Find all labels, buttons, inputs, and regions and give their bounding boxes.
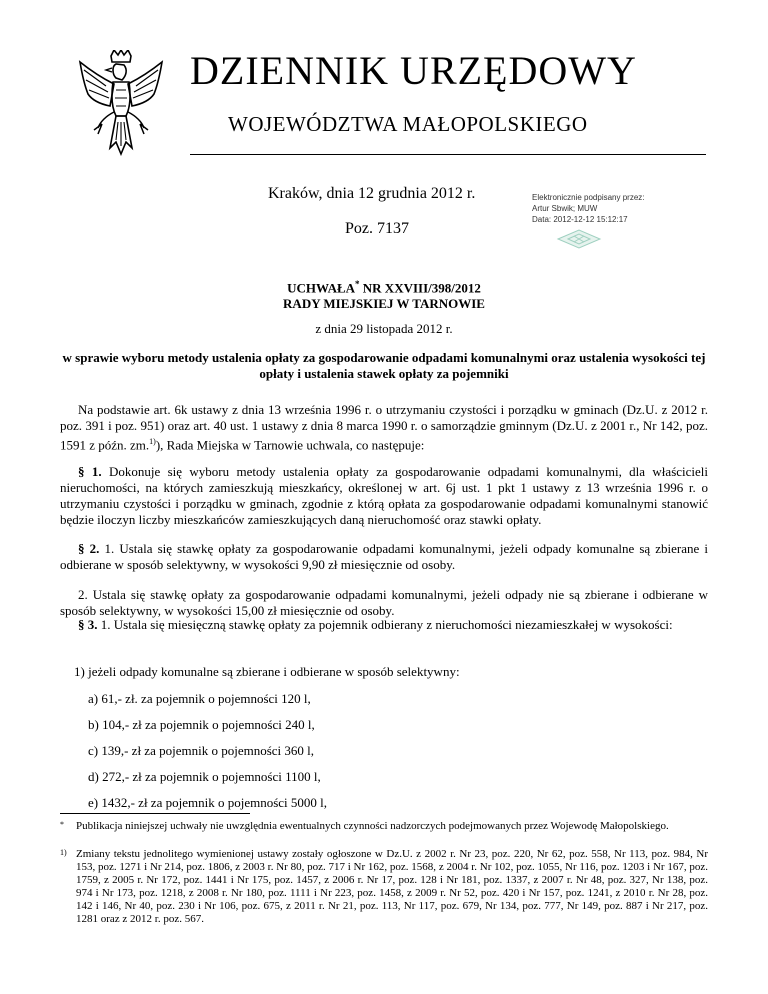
section-3-item-1: 1) jeżeli odpady komunalne są zbierane i odbierane w sposób selektywny:: [74, 664, 460, 679]
section-2-par-2: 2. Ustala się stawkę opłaty za gospodarowanie odpadami komunalnymi, jeżeli odpady nie są zbierane i odbierane w sposób selektywny, w wysokości 15,00 zł miesięcznie od osoby.: [60, 587, 708, 618]
section-1-text: Dokonuje się wyboru metody ustalenia opłaty za gospodarowanie odpadami komunalnymi, dla właścicieli nieruchomości, na których zamieszkują mieszkańcy, określonej w art. 6j ust. 1 pkt 1 ustawy z 13 września 1996 r. o utrzymaniu czystości i porządku w gminach, zgodnie z którą opłata za gospodarowanie odpadami komunalnymi stanowić będzie iloczyn liczby mieszkańców zamieszkujących daną nieruchomość oraz stawki opłaty.: [60, 464, 709, 527]
act-number: [0, 276, 768, 296]
signature-seal-icon: [556, 228, 602, 250]
list-item: d) 272,- zł za pojemnik o pojemności 1100 l,: [88, 769, 321, 784]
section-3-label: § 3.: [78, 617, 98, 632]
footnote-2-text: Zmiany tekstu jednolitego wymienionej ustawy zostały ogłoszone w Dz.U. z 2002 r. Nr 23, poz. 220, Nr 62, poz. 558, Nr 113, poz. 984, Nr 153, poz. 1271 i Nr 214, poz. 1806, z 2003 r. Nr 80, poz. 717 i Nr 162, poz. 1568, z 2004 r. Nr 102, poz. 1055, Nr 116, poz. 1203 i Nr 167, poz. 1759, z 2005 r. Nr 172, poz. 1441 i Nr 175, poz. 1457, z 2006 r. Nr 17, poz. 128 i Nr 181, poz. 1337, z 2007 r. Nr 48, poz. 327, Nr 138, poz. 974 i Nr 173, poz. 1218, z 2008 r. Nr 180, poz. 1111 i Nr 223, poz. 1458, z 2009 r. Nr 52, poz. 420 i Nr 157, poz. 1241, z 2010 r. Nr 28, poz. 142 i 146, Nr 40, poz. 230 i Nr 106, poz. 675, z 2011 r. Nr 21, poz. 113, Nr 117, poz. 679, Nr 134, poz. 777, Nr 149, poz. 887 i Nr 217, poz. 1281 oraz z 2012 r. poz. 567.: [76, 848, 708, 925]
act-subject: w sprawie wyboru metody ustalenia opłaty za gospodarowanie odpadami komunalnymi oraz ustalenia wysokości tej opłaty i ustalenia stawek opłaty za pojemniki: [62, 350, 706, 381]
section-3-par-1: [60, 617, 708, 633]
list-item: a) 61,- zł. za pojemnik o pojemności 120 l,: [88, 691, 311, 706]
footnote-1: [60, 820, 708, 833]
footnote-1-text: Publikacja niniejszej uchwały nie uwzględnia ewentualnych czynności nadzorczych podejmowanych przez Wojewodę Małopolskiego.: [76, 820, 669, 832]
list-item: c) 139,- zł za pojemnik o pojemności 360 l,: [88, 743, 315, 758]
act-date: z dnia 29 listopada 2012 r.: [315, 321, 453, 336]
journal-title: DZIENNIK URZĘDOWY: [190, 48, 637, 93]
section-2-label: § 2.: [78, 541, 100, 556]
footnote-1-marker: *: [60, 820, 64, 829]
section-1-label: § 1.: [78, 464, 102, 479]
preamble-text: Na podstawie art. 6k ustawy z dnia 13 września 1996 r. o utrzymaniu czystości i porządku w gminach (Dz.U. z 2012 r. poz. 391 i poz. 951) oraz art. 40 ust. 1 ustawy z dnia 8 marca 1990 r. o samorządzie gminnym (Dz.U. z 2001 r., Nr 142, poz. 1591 z późn. zm.: [60, 402, 708, 453]
position-number: Poz. 7137: [345, 220, 409, 237]
publication-date: Kraków, dnia 12 grudnia 2012 r.: [268, 185, 476, 202]
act-title-marker: *: [355, 279, 360, 289]
footnote-2: [60, 848, 708, 926]
footnote-divider: [60, 813, 250, 814]
section-3-text: 1. Ustala się miesięczną stawkę opłaty za pojemnik odbierany z nieruchomości niezamieszkałej w wysokości:: [97, 617, 673, 632]
list-item: e) 1432,- zł za pojemnik o pojemności 5000 l,: [88, 795, 328, 810]
footnote-2-marker: 1): [60, 848, 67, 857]
signature-line-3: Data: 2012-12-12 15:12:17: [532, 215, 628, 224]
section-1: [60, 464, 708, 528]
act-title-suffix: NR XXVIII/398/2012: [359, 280, 481, 296]
footnote-ref: 1): [149, 437, 156, 446]
act-title-prefix: UCHWAŁA: [287, 280, 356, 296]
preamble-text-end: ), Rada Miejska w Tarnowie uchwala, co następuje:: [155, 437, 425, 453]
electronic-signature: [532, 192, 692, 225]
list-item: b) 104,- zł za pojemnik o pojemności 240 l,: [88, 717, 315, 732]
journal-subtitle: WOJEWÓDZTWA MAŁOPOLSKIEGO: [228, 112, 588, 136]
signature-line-1: Elektronicznie podpisany przez:: [532, 193, 645, 202]
header-divider: [190, 154, 706, 155]
section-2-par-1: [60, 541, 708, 573]
section-2-text: 1. Ustala się stawkę opłaty za gospodarowanie odpadami komunalnymi, jeżeli odpady komunalne są zbierane i odbierane w sposób selektywny, w wysokości 9,90 zł miesięcznie od osoby.: [60, 541, 709, 572]
polish-eagle-icon: [76, 50, 166, 156]
act-title: [0, 276, 768, 312]
signature-line-2: Artur Sbwik; MUW: [532, 204, 598, 213]
preamble: [60, 402, 708, 453]
act-issuer: RADY MIEJSKIEJ W TARNOWIE: [283, 296, 485, 312]
